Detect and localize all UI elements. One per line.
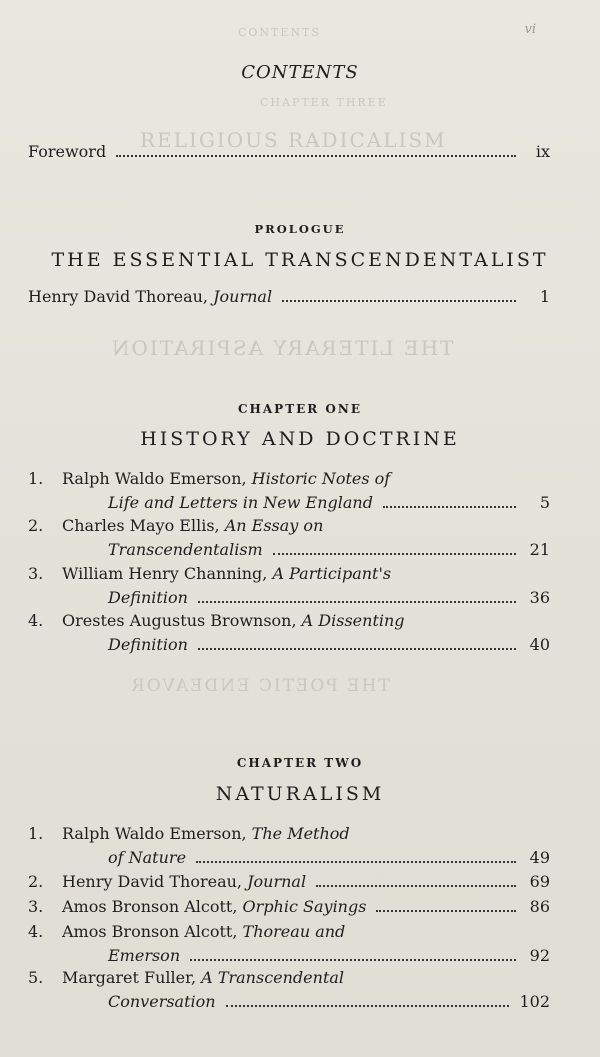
entry-page: 69 — [529, 872, 550, 891]
entry-author: Charles Mayo Ellis, — [62, 516, 220, 535]
entry-work-cont: Definition — [108, 635, 188, 654]
toc-entry[interactable] — [28, 822, 550, 870]
entry-work: The Method — [251, 824, 350, 843]
show-through-text: THE LITERARY ASPIRATION — [110, 336, 454, 360]
show-through-text: CHAPTER THREE — [260, 96, 388, 109]
entry-page: 5 — [539, 493, 550, 512]
contents-heading: CONTENTS — [241, 62, 359, 83]
entry-author: Orestes Augustus Brownson, — [62, 611, 297, 630]
toc-entry[interactable] — [28, 609, 550, 657]
toc-entry[interactable] — [28, 562, 550, 610]
chapter-two-title: NATURALISM — [215, 783, 385, 805]
entry-work-cont: of Nature — [108, 848, 187, 867]
leader-dots — [196, 861, 516, 863]
entry-page: ix — [535, 142, 550, 161]
chapter-one-title: HISTORY AND DOCTRINE — [140, 428, 460, 450]
entry-author: Margaret Fuller, — [62, 968, 197, 987]
entry-number: 3. — [28, 564, 44, 583]
leader-dots — [198, 601, 516, 603]
entry-work: Historic Notes of — [251, 469, 391, 488]
toc-entry[interactable] — [28, 467, 550, 515]
entry-author: Amos Bronson Alcott, — [62, 897, 238, 916]
page-number: vi — [524, 22, 536, 37]
entry-work: A Participant's — [272, 564, 392, 583]
entry-work: A Dissenting — [301, 611, 405, 630]
entry-number: 2. — [28, 872, 44, 891]
prologue-label: PROLOGUE — [254, 222, 346, 236]
entry-work-cont: Definition — [108, 588, 188, 607]
entry-work: Journal — [213, 287, 273, 306]
entry-page: 36 — [529, 588, 550, 607]
leader-dots — [383, 506, 516, 508]
entry-author: William Henry Channing, — [62, 564, 268, 583]
show-through-text: THE POETIC ENDEAVOR — [130, 676, 390, 696]
entry-title: Foreword — [28, 142, 107, 161]
entry-work-cont: Conversation — [108, 992, 216, 1011]
entry-page: 86 — [529, 897, 550, 916]
leader-dots — [376, 910, 516, 912]
show-through-text: CONTENTS — [238, 26, 321, 39]
entry-number: 5. — [28, 968, 44, 987]
entry-work: Orphic Sayings — [242, 897, 367, 916]
entry-page: 49 — [529, 848, 550, 867]
leader-dots — [198, 648, 516, 650]
chapter-two-label: CHAPTER TWO — [236, 756, 364, 770]
leader-dots — [190, 959, 516, 961]
entry-author: Henry David Thoreau, — [28, 287, 209, 306]
toc-entry[interactable] — [28, 285, 550, 309]
entry-author: Ralph Waldo Emerson, — [62, 469, 247, 488]
entry-page: 102 — [519, 992, 550, 1011]
entry-author: Henry David Thoreau, — [62, 872, 243, 891]
entry-work: An Essay on — [224, 516, 324, 535]
entry-work: A Transcendental — [201, 968, 345, 987]
entry-author: Ralph Waldo Emerson, — [62, 824, 247, 843]
entry-number: 2. — [28, 516, 44, 535]
toc-entry-foreword[interactable] — [28, 140, 550, 164]
toc-entry[interactable] — [28, 895, 550, 919]
chapter-one-label: CHAPTER ONE — [237, 402, 363, 416]
leader-dots — [273, 553, 516, 555]
entry-number: 1. — [28, 469, 44, 488]
leader-dots — [282, 300, 516, 302]
entry-page: 92 — [529, 946, 550, 965]
leader-dots — [116, 155, 516, 157]
entry-author: Amos Bronson Alcott, — [62, 922, 238, 941]
entry-number: 4. — [28, 611, 44, 630]
entry-page: 21 — [529, 540, 550, 559]
entry-number: 3. — [28, 897, 44, 916]
show-through-text: RELIGIOUS RADICALISM — [140, 128, 447, 152]
entry-number: 4. — [28, 922, 44, 941]
entry-work: Thoreau and — [242, 922, 346, 941]
entry-work-cont: Emerson — [108, 946, 181, 965]
entry-page: 40 — [529, 635, 550, 654]
entry-number: 1. — [28, 824, 44, 843]
entry-page: 1 — [539, 287, 550, 306]
entry-work-cont: Transcendentalism — [108, 540, 263, 559]
leader-dots — [226, 1005, 510, 1007]
entry-work: Journal — [247, 872, 307, 891]
toc-entry[interactable] — [28, 870, 550, 894]
entry-work-cont: Life and Letters in New England — [108, 493, 373, 512]
toc-entry[interactable] — [28, 966, 550, 1014]
toc-entry[interactable] — [28, 514, 550, 562]
toc-entry[interactable] — [28, 920, 550, 968]
leader-dots — [316, 885, 516, 887]
prologue-title: THE ESSENTIAL TRANSCENDENTALIST — [51, 249, 549, 271]
